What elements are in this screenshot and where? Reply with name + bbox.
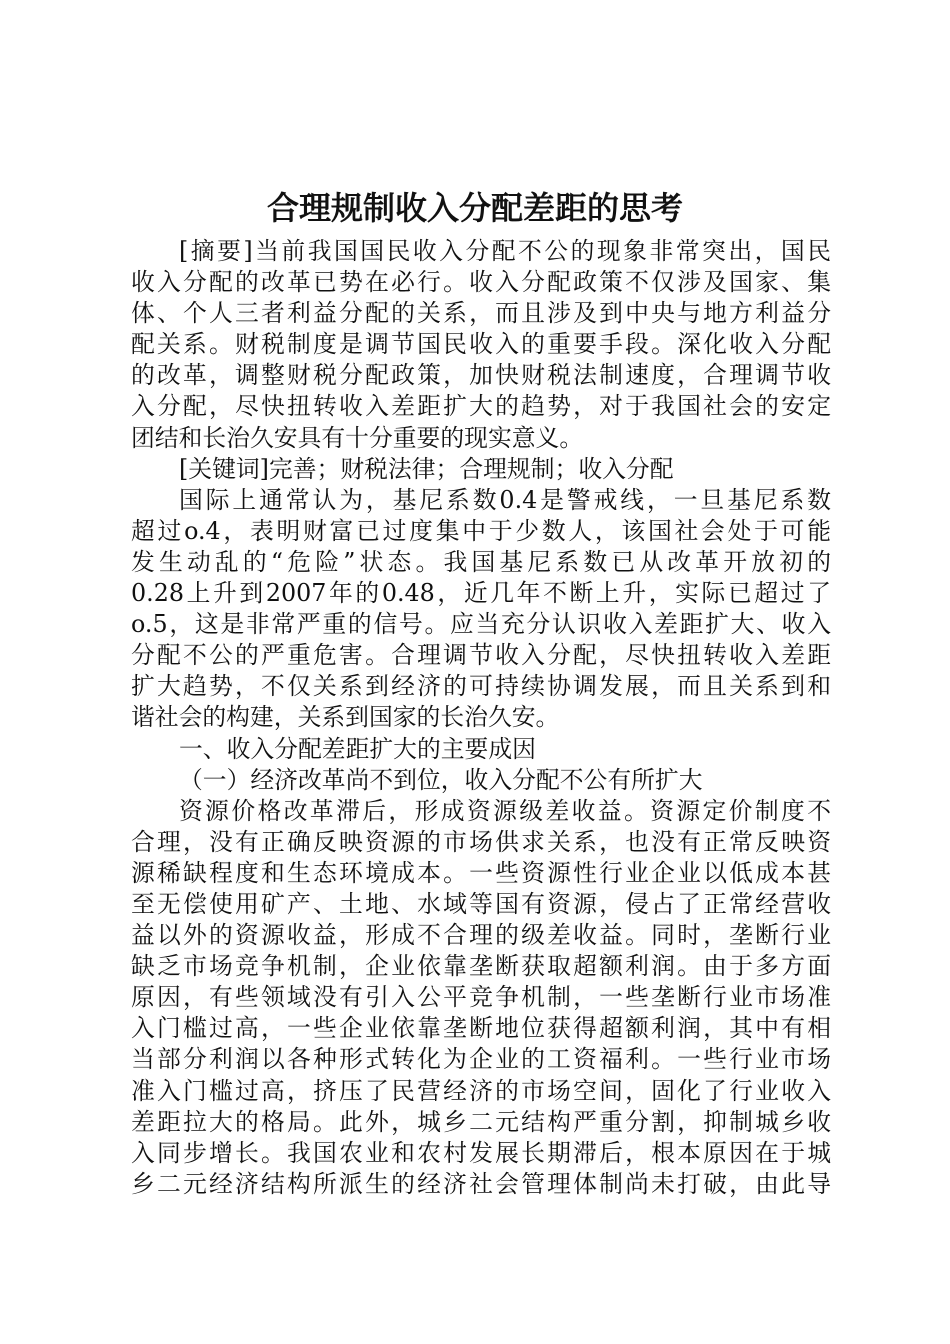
text-line: 配关系。财税制度是调节国民收入的重要手段。深化收入分配 [131, 330, 831, 359]
text-line: 团结和长治久安具有十分重要的现实意义。 [131, 423, 584, 452]
text-line: （一）经济改革尚不到位，收入分配不公有所扩大 [179, 765, 703, 794]
text-line: 收入分配的改革已势在必行。收入分配政策不仅涉及国家、集 [131, 268, 831, 297]
text-line: o.5，这是非常严重的信号。应当充分认识收入差距扩大、收入 [131, 610, 831, 639]
text-line: 准入门槛过高，挤压了民营经济的市场空间，固化了行业收入 [131, 1076, 831, 1105]
text-line: 乡二元经济结构所派生的经济社会管理体制尚未打破，由此导 [131, 1169, 831, 1198]
text-line: 差距拉大的格局。此外，城乡二元结构严重分割，抑制城乡收 [131, 1107, 831, 1136]
text-line: 扩大趋势，不仅关系到经济的可持续协调发展，而且关系到和 [131, 672, 831, 701]
text-line: 的改革，调整财税分配政策，加快财税法制速度，合理调节收 [131, 361, 831, 390]
text-line: 至无偿使用矿产、土地、水域等国有资源，侵占了正常经营收 [131, 889, 831, 918]
text-line: 合理，没有正确反映资源的市场供求关系，也没有正常反映资 [131, 827, 831, 856]
text-line: 分配不公的严重危害。合理调节收入分配，尽快扭转收入差距 [131, 641, 831, 670]
text-line: 缺乏市场竞争机制，企业依靠垄断获取超额利润。由于多方面 [131, 952, 831, 981]
text-line: 入门槛过高，一些企业依靠垄断地位获得超额利润，其中有相 [131, 1014, 831, 1043]
document-body [131, 236, 831, 1200]
text-line: 入分配，尽快扭转收入差距扩大的趋势，对于我国社会的安定 [131, 392, 831, 421]
text-line: 体、个人三者利益分配的关系，而且涉及到中央与地方利益分 [131, 299, 831, 328]
text-line: 超过o.4，表明财富已过度集中于少数人，该国社会处于可能 [131, 516, 831, 545]
text-line: 益以外的资源收益，形成不合理的级差收益。同时，垄断行业 [131, 921, 831, 950]
text-line: 一、收入分配差距扩大的主要成因 [179, 734, 536, 763]
text-line: 资源价格改革滞后，形成资源级差收益。资源定价制度不 [179, 796, 831, 825]
text-line: 发生动乱的“危险”状态。我国基尼系数已从改革开放初的 [131, 547, 831, 576]
text-line: [摘要]当前我国国民收入分配不公的现象非常突出，国民 [179, 237, 831, 265]
text-line: 0.28上升到2007年的0.48，近几年不断上升，实际已超过了 [131, 579, 831, 608]
text-line: 谐社会的构建，关系到国家的长治久安。 [131, 703, 560, 732]
document-title: 合理规制收入分配差距的思考 [266, 189, 683, 227]
text-line: [关键词]完善；财税法律；合理规制；收入分配 [179, 454, 674, 483]
text-line: 入同步增长。我国农业和农村发展长期滞后，根本原因在于城 [131, 1138, 831, 1167]
text-line: 当部分利润以各种形式转化为企业的工资福利。一些行业市场 [131, 1045, 831, 1074]
text-line: 国际上通常认为，基尼系数0.4是警戒线，一旦基尼系数 [179, 485, 831, 514]
text-line: 源稀缺程度和生态环境成本。一些资源性行业企业以低成本甚 [131, 858, 831, 887]
text-line: 原因，有些领域没有引入公平竞争机制，一些垄断行业市场准 [131, 983, 831, 1012]
